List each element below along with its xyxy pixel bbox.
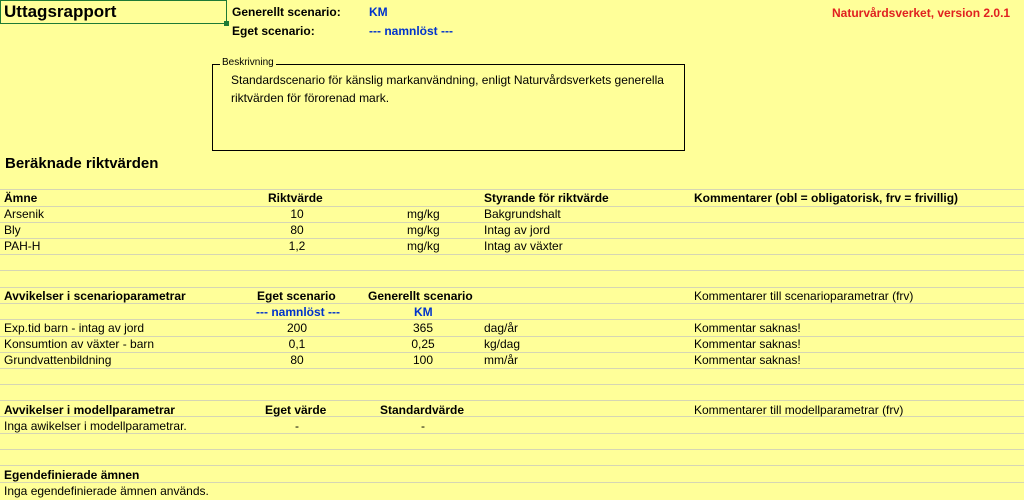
col-substance: Ämne bbox=[4, 191, 38, 205]
table-row-param: Konsumtion av växter - barn bbox=[4, 337, 155, 351]
table-row-unit: dag/år bbox=[484, 321, 519, 335]
col-own-value: Eget värde bbox=[265, 403, 327, 417]
col-model-comments: Kommentarer till modellparametrar (frv) bbox=[694, 403, 904, 417]
table-row-governing: Bakgrundshalt bbox=[484, 207, 561, 221]
table-row-general: 100 bbox=[412, 353, 434, 367]
table-row-own: 200 bbox=[286, 321, 308, 335]
col-comments: Kommentarer (obl = obligatorisk, frv = frivillig) bbox=[694, 191, 959, 205]
model-heading: Avvikelser i modellparametrar bbox=[4, 403, 175, 417]
table-row-own: 0,1 bbox=[288, 337, 306, 351]
table-row-unit: mg/kg bbox=[407, 223, 440, 237]
table-row-governing: Intag av växter bbox=[484, 239, 563, 253]
scenario-heading: Avvikelser i scenarioparametrar bbox=[4, 289, 186, 303]
table-row-unit: mm/år bbox=[484, 353, 518, 367]
description-text: Standardscenario för känslig markanvändning, enligt Naturvårdsverkets generella riktvärden för förorenad mark. bbox=[231, 73, 664, 105]
model-row-text: Inga awikelser i modellparametrar. bbox=[4, 419, 187, 433]
report-title-cell[interactable]: Uttagsrapport bbox=[0, 0, 227, 24]
results-heading: Beräknade riktvärden bbox=[5, 155, 159, 172]
own-scenario-value: --- namnlöst --- bbox=[369, 24, 453, 38]
general-scenario-name: KM bbox=[414, 305, 433, 319]
version-label: Naturvårdsverket, version 2.0.1 bbox=[832, 6, 1011, 20]
col-governing: Styrande för riktvärde bbox=[484, 191, 609, 205]
model-row-standard: - bbox=[421, 419, 425, 433]
table-row-unit: kg/dag bbox=[484, 337, 521, 351]
table-row-comment: Kommentar saknas! bbox=[694, 321, 801, 335]
col-value: Riktvärde bbox=[268, 191, 323, 205]
own-scenario-label: Eget scenario: bbox=[232, 24, 315, 38]
custom-heading: Egendefinierade ämnen bbox=[4, 468, 140, 482]
table-row-param: Exp.tid barn - intag av jord bbox=[4, 321, 145, 335]
table-row-governing: Intag av jord bbox=[484, 223, 551, 237]
col-own-scenario: Eget scenario bbox=[257, 289, 336, 303]
table-row-substance: Bly bbox=[4, 223, 21, 237]
table-row-value: 80 bbox=[290, 223, 304, 237]
table-row-comment: Kommentar saknas! bbox=[694, 353, 801, 367]
table-row-comment: Kommentar saknas! bbox=[694, 337, 801, 351]
col-scenario-comments: Kommentarer till scenarioparametrar (frv) bbox=[694, 289, 914, 303]
general-scenario-label: Generellt scenario: bbox=[232, 5, 341, 19]
table-row-unit: mg/kg bbox=[407, 239, 440, 253]
table-row-own: 80 bbox=[290, 353, 304, 367]
table-row-general: 0,25 bbox=[411, 337, 435, 351]
table-row-substance: Arsenik bbox=[4, 207, 45, 221]
table-row-value: 1,2 bbox=[288, 239, 306, 253]
table-row-general: 365 bbox=[412, 321, 434, 335]
model-row-own: - bbox=[295, 419, 299, 433]
custom-text: Inga egendefinierade ämnen används. bbox=[4, 484, 209, 498]
general-scenario-value: KM bbox=[369, 5, 388, 19]
description-label: Beskrivning bbox=[222, 57, 274, 68]
own-scenario-name: --- namnlöst --- bbox=[256, 305, 340, 319]
table-row-substance: PAH-H bbox=[4, 239, 41, 253]
col-standard-value: Standardvärde bbox=[380, 403, 465, 417]
table-row-unit: mg/kg bbox=[407, 207, 440, 221]
table-row-param: Grundvattenbildning bbox=[4, 353, 112, 367]
table-row-value: 10 bbox=[290, 207, 304, 221]
col-general-scenario: Generellt scenario bbox=[368, 289, 473, 303]
